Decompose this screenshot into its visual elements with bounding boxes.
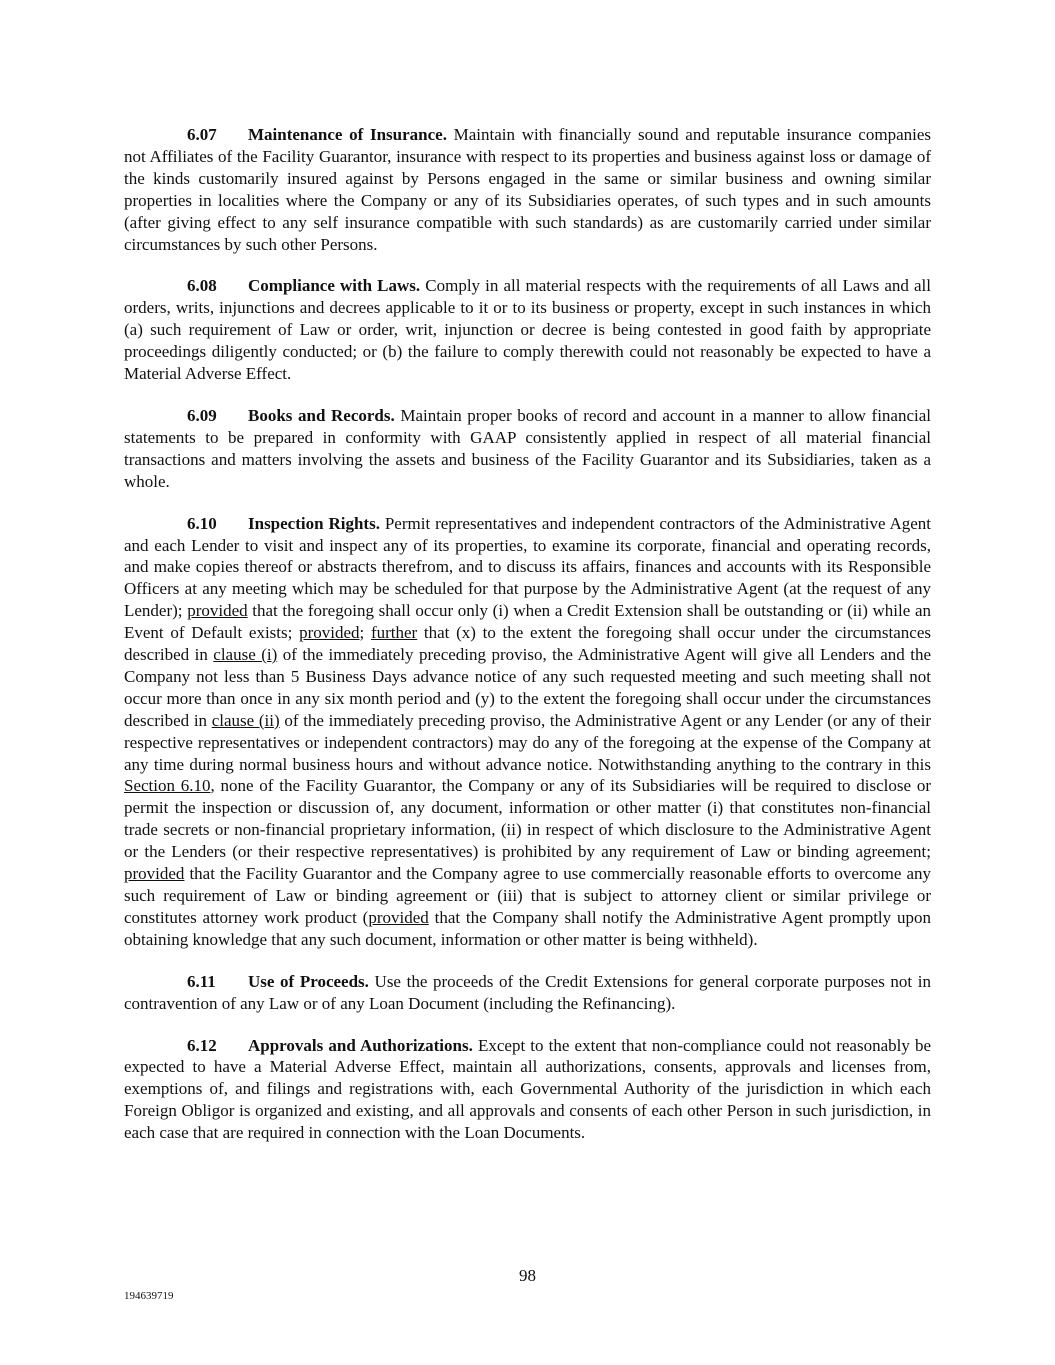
section-heading: Inspection Rights. — [248, 513, 380, 533]
section-6-07 — [124, 124, 931, 255]
provided-term: provided — [299, 623, 360, 643]
section-number: 6.10 — [187, 513, 217, 533]
section-heading: Maintenance of Insurance. — [248, 125, 447, 144]
section-heading: Use of Proceeds. — [248, 971, 369, 991]
provided-term: provided — [124, 864, 185, 884]
provided-term: provided — [368, 907, 429, 927]
section-text: that (x) to the extent the foregoing shall occur under the circumstances described in — [124, 623, 931, 665]
page-number: 98 — [519, 1266, 536, 1285]
section-6-08 — [124, 275, 931, 385]
section-text: that the Company shall notify the Administrative Agent promptly upon obtaining knowledge that any such document, information or other matter is being withheld). — [124, 907, 931, 949]
clause-i-reference: clause (i) — [213, 645, 278, 665]
section-number: 6.11 — [187, 971, 216, 991]
section-reference: Section 6.10 — [124, 776, 211, 796]
section-6-09 — [124, 405, 931, 493]
section-text: that the foregoing shall occur only (i) when a Credit Extension shall be outstanding or (ii) while an Event of Default exists; — [124, 601, 931, 643]
section-6-10 — [124, 513, 931, 951]
section-text: Comply in all material respects with the requirements of all Laws and all orders, writs, injunctions and decrees applicable to it or to its business or property, except in such instances in which (a) such requirement of Law or order, writ, injunction or decree is being contested in good faith by appropriate proceedings diligently conducted; or (b) the failure to comply therewith could not reasonably be expected to have a Material Adverse Effect. — [124, 276, 931, 384]
section-heading: Books and Records. — [248, 405, 395, 425]
document-body — [124, 124, 931, 1164]
further-term: further — [370, 623, 418, 643]
section-text: of the immediately preceding proviso, the Administrative Agent will give all Lenders and the Company not less than 5 Business Days advance notice of any such requested meeting and such meeting shall not occur more than once in any six month period and (y) to the extent the foregoing shall occur under the circumstances described in — [124, 645, 932, 730]
section-text: Permit representatives and independent contractors of the Administrative Agent and each Lender to visit and inspect any of its properties, to examine its corporate, financial and operating records, and make copies thereof or abstracts therefrom, and to discuss its affairs, finances and accounts with its Responsible Officers at any meeting which may be scheduled for that purpose by the Administrative Agent (at the request of any Lender); — [124, 513, 931, 621]
provided-term: provided — [187, 601, 248, 621]
section-number: 6.07 — [187, 125, 217, 144]
section-text: , none of the Facility Guarantor, the Company or any of its Subsidiaries will be required to disclose or permit the inspection or discussion of, any document, information or other matter (i) that constitutes non-financial trade secrets or non-financial proprietary information, (ii) in respect of which disclosure to the Administrative Agent or the Lenders (or their respective representatives) is prohibited by any requirement of Law or binding agreement; — [124, 776, 931, 862]
section-6-12 — [124, 1035, 931, 1145]
section-heading: Compliance with Laws. — [248, 276, 421, 296]
section-text: Except to the extent that non-compliance could not reasonably be expected to have a Material Adverse Effect, maintain all authorizations, consents, approvals and licenses from, exemptions of, and filings and registrations with, each Governmental Authority of the jurisdiction in which each Foreign Obligor is organized and existing, and all approvals and consents of each other Person in such jurisdiction, in each case that are required in connection with the Loan Documents. — [124, 1035, 932, 1143]
section-text: that the Facility Guarantor and the Company agree to use commercially reasonable efforts to overcome any such requirement of Law or binding agreement or (iii) that is subject to attorney client or similar privilege or constitutes attorney work product ( — [124, 864, 931, 927]
section-text: of the immediately preceding proviso, the Administrative Agent or any Lender (or any of their respective representatives or independent contractors) may do any of the foregoing at the expense of the Company at any time during normal business hours and without advance notice. Notwithstanding anything to the contrary in this — [124, 710, 932, 774]
section-6-11 — [124, 971, 931, 1015]
section-number: 6.12 — [187, 1035, 217, 1055]
section-number: 6.09 — [187, 405, 217, 425]
section-text: ; — [359, 623, 371, 643]
section-text: Use the proceeds of the Credit Extensions for general corporate purposes not in contravention of any Law or of any Loan Document (including the Refinancing). — [124, 971, 931, 1013]
clause-ii-reference: clause (ii) — [211, 710, 280, 730]
section-text: Maintain proper books of record and account in a manner to allow financial statements to be prepared in conformity with GAAP consistently applied in respect of all material financial transactions and matters involving the assets and business of the Facility Guarantor and its Subsidiaries, taken as a whole. — [124, 405, 931, 491]
section-number: 6.08 — [187, 276, 217, 296]
section-heading: Approvals and Authorizations. — [248, 1035, 473, 1055]
section-text: Maintain with financially sound and reputable insurance companies not Affiliates of the Facility Guarantor, insurance with respect to its properties and business against loss or damage of the kinds customarily insured against by Persons engaged in the same or similar business and owning similar properties in localities where the Company or any of its Subsidiaries operates, of such types and in such amounts (after giving effect to any self insurance compatible with such standards) as are customarily carried under similar circumstances by such other Persons. — [124, 125, 931, 254]
document-id: 194639719 — [124, 1290, 174, 1302]
